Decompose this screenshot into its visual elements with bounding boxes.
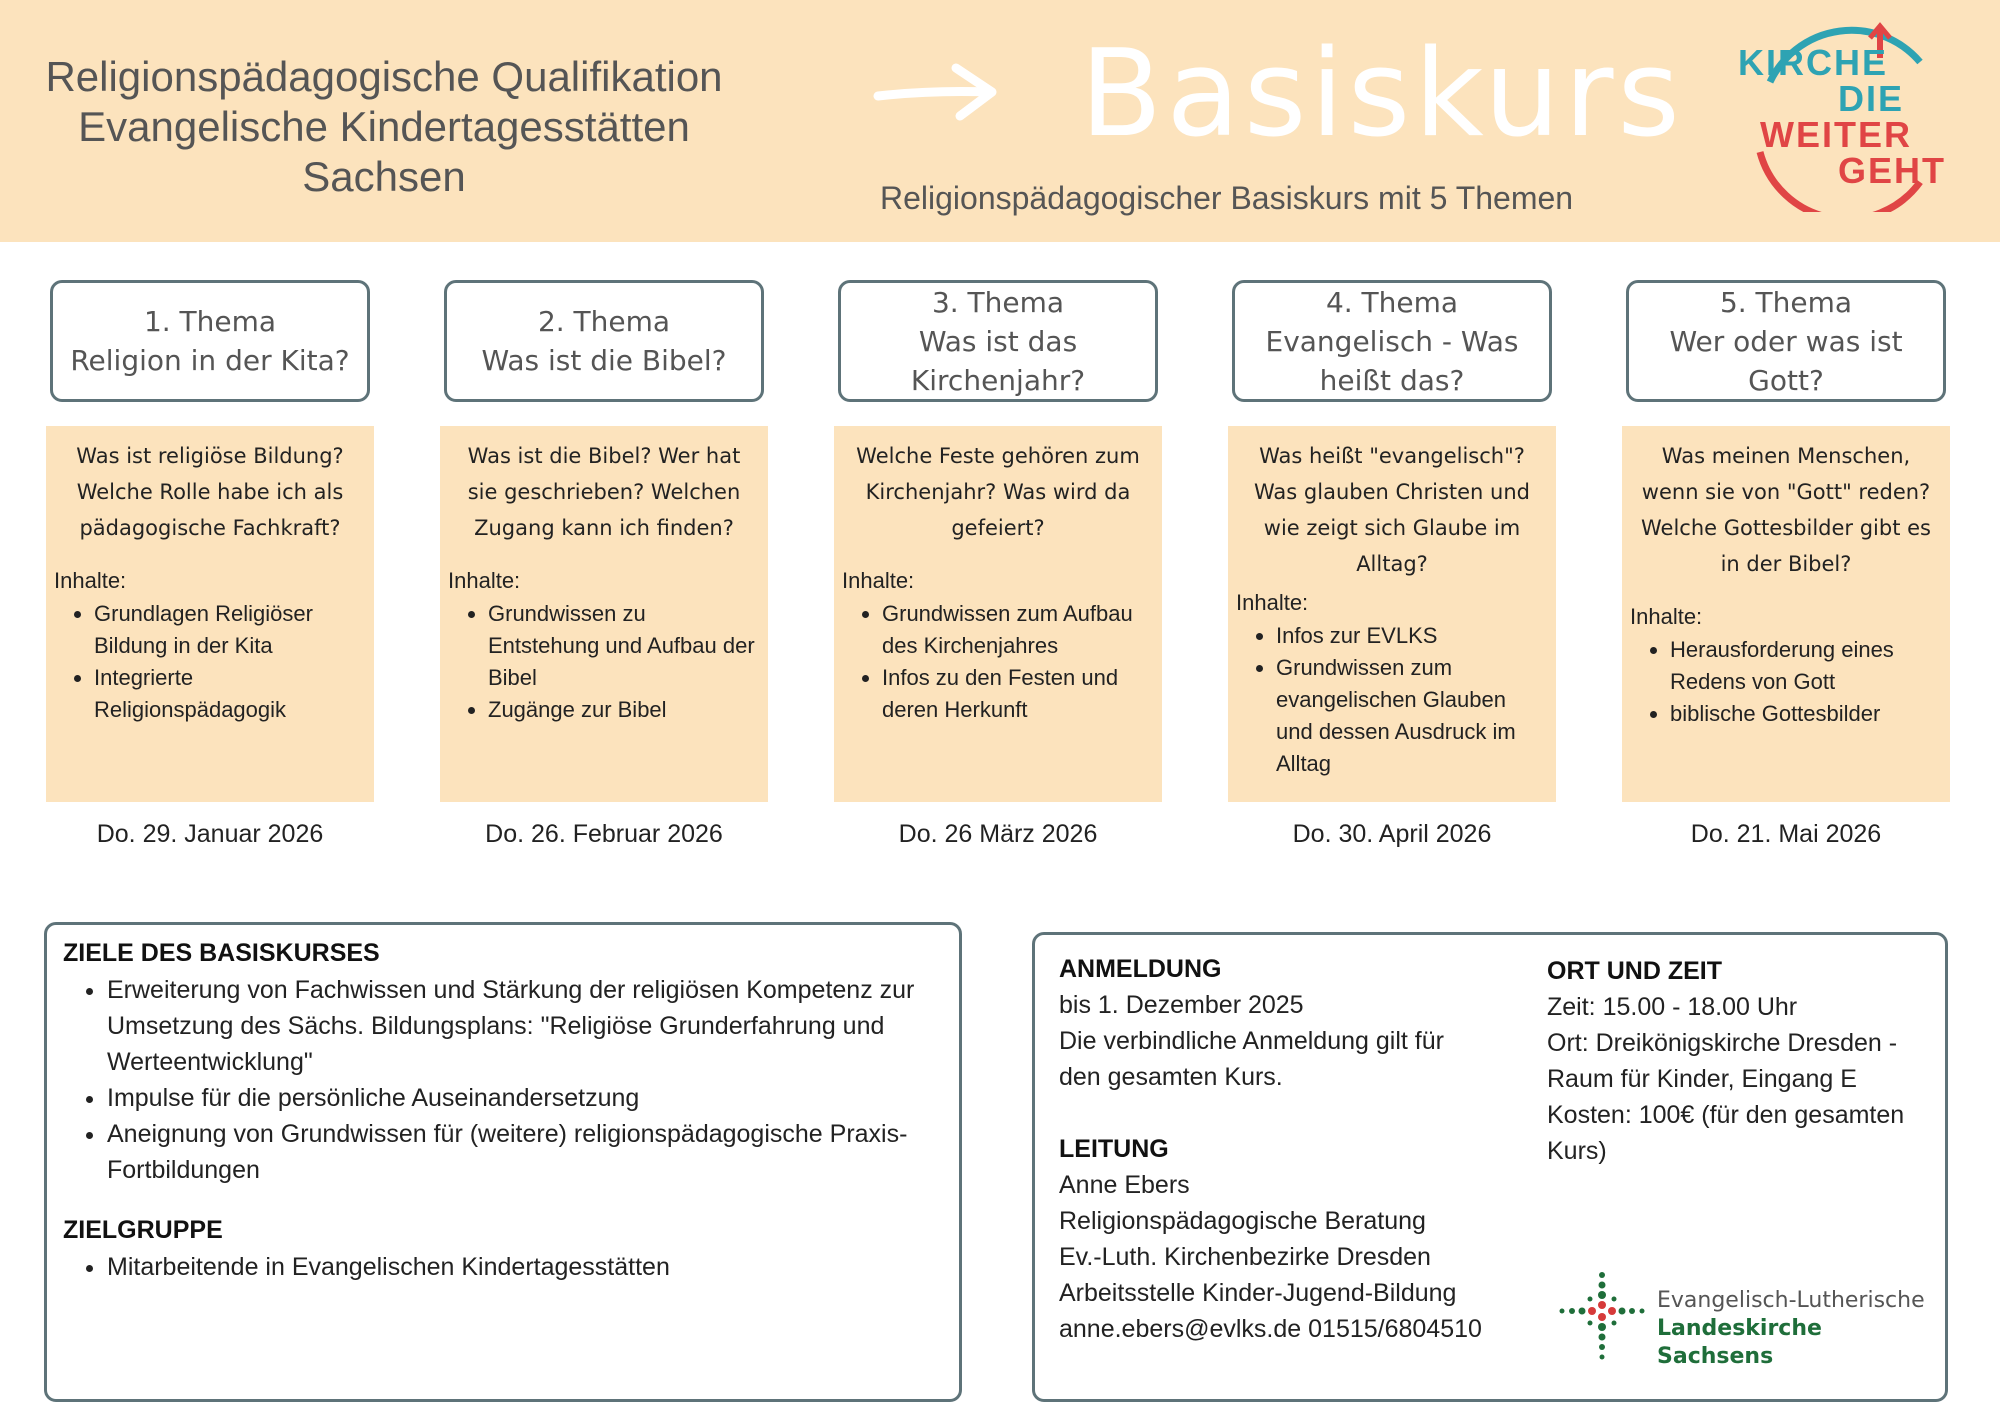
registration-heading: ANMELDUNG xyxy=(1059,955,1222,983)
place-time-line: Ort: Dreikönigskirche Dresden - xyxy=(1547,1029,1898,1057)
logo-text: WEITER xyxy=(1760,114,1912,155)
goals-heading: ZIELE DES BASISKURSES xyxy=(63,939,380,967)
place-time-column xyxy=(1547,953,1937,1169)
theme-number: 4. Thema xyxy=(1325,285,1459,319)
cross-dots-icon xyxy=(1557,1265,1647,1365)
list-item: • Erweiterung von Fachwissen und Stärkung der religiösen Kompetenz zur Umsetzung des Sächs. Bildungsplans: "Religiöse Grunderfahrung und Werteentwicklung" xyxy=(107,972,943,1080)
theme-title-box xyxy=(1232,280,1552,402)
arrow-right-icon xyxy=(872,58,1002,128)
theme-title: Wer oder was ist xyxy=(1669,324,1903,358)
theme-title: Evangelisch - Was xyxy=(1265,324,1519,358)
theme-date: Do. 29. Januar 2026 xyxy=(96,820,324,848)
course-subtitle: Religionspädagogischer Basiskurs mit 5 Themen xyxy=(880,180,1574,216)
theme-title: Was ist die Bibel? xyxy=(481,344,727,377)
info-panel xyxy=(1032,932,1948,1402)
inhalte-label: Inhalte: xyxy=(448,568,521,593)
theme-title: Gott? xyxy=(1748,363,1824,397)
theme-content-box xyxy=(1228,426,1556,802)
registration-column xyxy=(1059,951,1519,1347)
list-item: • Grundwissen zu Entstehung und Aufbau der Bibel xyxy=(488,598,760,694)
inhalte-label: Inhalte: xyxy=(842,568,915,593)
target-group-heading: ZIELGRUPPE xyxy=(63,1216,223,1244)
theme-date: Do. 26. Februar 2026 xyxy=(485,820,723,848)
course-title: Basiskurs xyxy=(1080,25,1684,164)
theme-date: Do. 30. April 2026 xyxy=(1292,820,1492,848)
theme-content-box xyxy=(834,426,1162,802)
title-line: Evangelische Kindertagesstätten xyxy=(78,103,690,150)
registration-line: Die verbindliche Anmeldung gilt für xyxy=(1059,1027,1444,1055)
place-time-line: Kurs) xyxy=(1547,1137,1607,1165)
list-item: • Infos zur EVLKS xyxy=(1276,620,1548,652)
theme-question: Was meinen Menschen, wenn sie von "Gott" reden? Welche Gottesbilder gibt es in der Bibel? xyxy=(1640,444,1931,576)
leadership-line: Arbeitsstelle Kinder-Jugend-Bildung xyxy=(1059,1279,1457,1307)
list-item: • Integrierte Religionspädagogik xyxy=(94,662,366,726)
place-time-line: Raum für Kinder, Eingang E xyxy=(1547,1065,1857,1093)
theme-title: Religion in der Kita? xyxy=(70,344,350,377)
theme-title: heißt das? xyxy=(1319,363,1465,397)
list-item: • Grundwissen zum evangelischen Glauben und dessen Ausdruck im Alltag xyxy=(1276,652,1548,780)
title-line: Sachsen xyxy=(302,153,466,200)
inhalte-label: Inhalte: xyxy=(1630,604,1703,629)
evlks-logo xyxy=(1557,1265,1937,1369)
place-time-line: Zeit: 15.00 - 18.00 Uhr xyxy=(1547,993,1798,1021)
place-time-line: Kosten: 100€ (für den gesamten xyxy=(1547,1101,1905,1129)
list-item: • Impulse für die persönliche Auseinandersetzung xyxy=(107,1080,943,1116)
theme-title-box xyxy=(50,280,370,402)
leadership-heading: LEITUNG xyxy=(1059,1135,1169,1163)
inhalte-list xyxy=(842,598,1154,726)
theme-title: Was ist das xyxy=(918,324,1078,358)
kirche-die-weiter-geht-logo xyxy=(1730,22,1960,212)
registration-line: bis 1. Dezember 2025 xyxy=(1059,991,1304,1019)
theme-title-box xyxy=(838,280,1158,402)
logo-text: GEHT xyxy=(1838,150,1947,191)
theme-number: 3. Thema xyxy=(931,285,1065,319)
contact-line: anne.ebers@evlks.de 01515/6804510 xyxy=(1059,1315,1482,1343)
theme-content-box xyxy=(46,426,374,802)
qualification-title xyxy=(24,52,744,202)
list-item: • Aneignung von Grundwissen für (weitere) religionspädagogische Praxis-Fortbildungen xyxy=(107,1116,943,1188)
theme-question: Was ist die Bibel? Wer hat sie geschrieben? Welchen Zugang kann ich finden? xyxy=(467,444,741,540)
evlks-line: Evangelisch-Lutherische xyxy=(1657,1288,1925,1313)
theme-content-box xyxy=(1622,426,1950,802)
evlks-line: Landeskirche Sachsens xyxy=(1657,1316,1822,1369)
list-item: • Zugänge zur Bibel xyxy=(488,694,760,726)
logo-text: KIRCHE xyxy=(1738,42,1889,83)
target-group-list xyxy=(63,1249,943,1285)
inhalte-list xyxy=(448,598,760,726)
list-item: • Grundlagen Religiöser Bildung in der Kita xyxy=(94,598,366,662)
goals-list xyxy=(63,972,943,1188)
inhalte-list xyxy=(1630,634,1942,730)
theme-number: 5. Thema xyxy=(1719,285,1853,319)
leadership-line: Ev.-Luth. Kirchenbezirke Dresden xyxy=(1059,1243,1431,1271)
registration-line: den gesamten Kurs. xyxy=(1059,1063,1283,1091)
theme-title-box xyxy=(1626,280,1946,402)
theme-number: 2. Thema xyxy=(537,305,671,338)
theme-content-box xyxy=(440,426,768,802)
list-item: • Grundwissen zum Aufbau des Kirchenjahres xyxy=(882,598,1154,662)
inhalte-label: Inhalte: xyxy=(1236,590,1309,615)
theme-title-box xyxy=(444,280,764,402)
goals-panel xyxy=(44,922,962,1402)
theme-number: 1. Thema xyxy=(143,305,277,338)
inhalte-list xyxy=(1236,620,1548,780)
theme-date: Do. 26 März 2026 xyxy=(898,820,1098,848)
theme-date: Do. 21. Mai 2026 xyxy=(1690,820,1882,848)
list-item: • Mitarbeitende in Evangelischen Kindertagesstätten xyxy=(107,1249,943,1285)
place-time-heading: ORT UND ZEIT xyxy=(1547,957,1722,985)
evlks-logo-text xyxy=(1657,1287,1937,1371)
list-item: • biblische Gottesbilder xyxy=(1670,698,1942,730)
list-item: • Infos zu den Festen und deren Herkunft xyxy=(882,662,1154,726)
header-banner xyxy=(0,0,2000,242)
list-item: • Herausforderung eines Redens von Gott xyxy=(1670,634,1942,698)
leadership-line: Religionspädagogische Beratung xyxy=(1059,1207,1426,1235)
title-line: Religionspädagogische Qualifikation xyxy=(45,53,723,100)
theme-title: Kirchenjahr? xyxy=(910,363,1086,397)
logo-text: DIE xyxy=(1838,78,1905,119)
inhalte-label: Inhalte: xyxy=(54,568,127,593)
inhalte-list xyxy=(54,598,366,726)
theme-question: Was ist religiöse Bildung? Welche Rolle habe ich als pädagogische Fachkraft? xyxy=(76,444,344,540)
theme-question: Welche Feste gehören zum Kirchenjahr? Was wird da gefeiert? xyxy=(856,444,1140,540)
leadership-line: Anne Ebers xyxy=(1059,1171,1190,1199)
theme-question: Was heißt "evangelisch"? Was glauben Christen und wie zeigt sich Glaube im Alltag? xyxy=(1254,444,1530,576)
